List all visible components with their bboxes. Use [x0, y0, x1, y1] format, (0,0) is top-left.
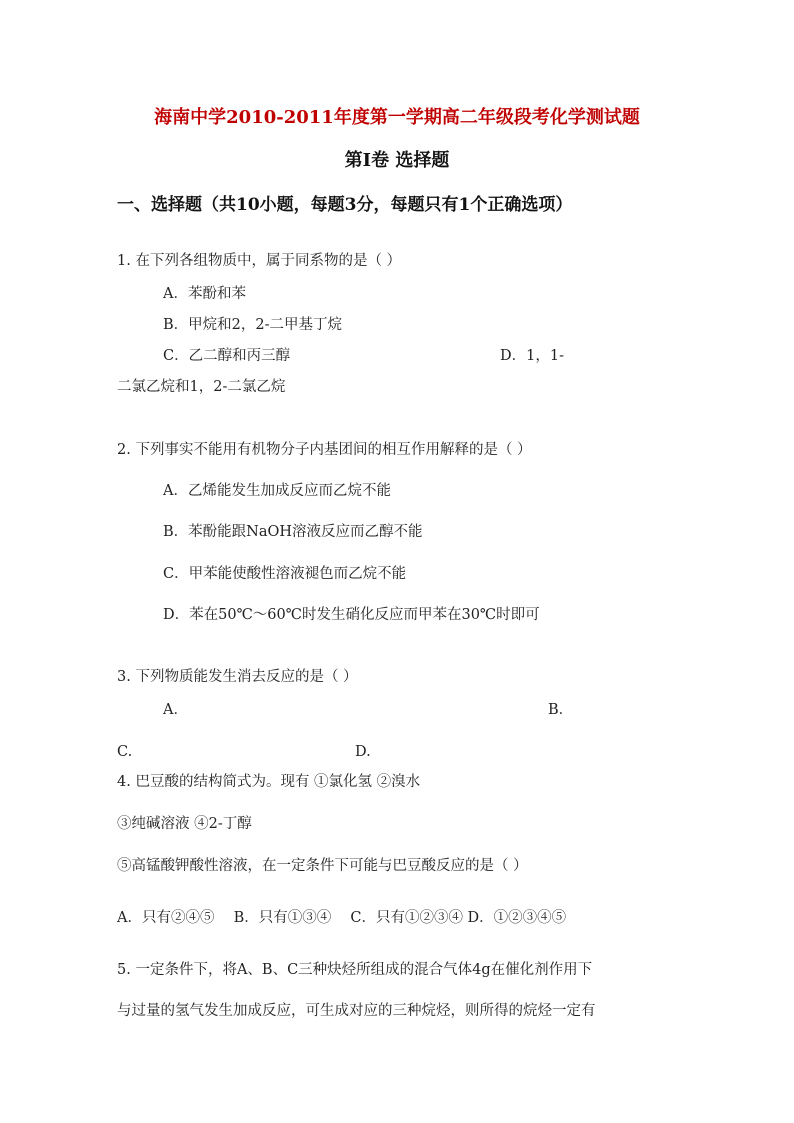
question-2-option-d: D．苯在50℃～60℃时发生硝化反应而甲苯在30℃时即可	[163, 607, 540, 623]
question-1-option-b: B．甲烷和2，2-二甲基丁烷	[163, 317, 343, 333]
question-3-option-a: A．	[163, 702, 188, 718]
question-2-stem: 2. 下列事实不能用有机物分子内基团间的相互作用解释的是（ ）	[117, 442, 532, 458]
question-2-option-c: C．甲苯能使酸性溶液褪色而乙烷不能	[163, 566, 407, 582]
question-5-stem-line-1: 5. 一定条件下，将A、B、C三种炔烃所组成的混合气体4g在催化剂作用下	[117, 962, 593, 978]
question-3-option-c: C.	[117, 744, 133, 760]
part-heading: 第I卷 选择题	[344, 150, 450, 171]
question-3-option-b: B．	[548, 702, 574, 718]
question-1-option-d-continued: 二氯乙烷和1，2-二氯乙烷	[117, 379, 286, 395]
question-4-stem-line-1: 4. 巴豆酸的结构简式为。现有 ①氯化氢 ②溴水	[117, 774, 421, 790]
question-2-option-b: B．苯酚能跟NaOH溶液反应而乙醇不能	[163, 524, 423, 540]
question-1-option-c: C．乙二醇和丙三醇	[163, 348, 291, 364]
question-2-option-a: A．乙烯能发生加成反应而乙烷不能	[163, 483, 391, 499]
question-5-stem-line-2: 与过量的氢气发生加成反应，可生成对应的三种烷烃，则所得的烷烃一定有	[117, 1003, 596, 1019]
question-1-stem: 1. 在下列各组物质中，属于同系物的是（ ）	[117, 253, 402, 269]
question-4-options: A．只有②④⑤ B．只有①③④ C．只有①②③④ D．①②③④⑤	[117, 910, 567, 926]
question-3-option-d: D.	[355, 744, 371, 760]
question-4-stem-line-3: ⑤高锰酸钾酸性溶液，在一定条件下可能与巴豆酸反应的是（ ）	[117, 858, 528, 874]
question-4-stem-line-2: ③纯碱溶液 ④2-丁醇	[117, 816, 252, 832]
page-title: 海南中学2010-2011年度第一学期高二年级段考化学测试题	[154, 107, 640, 128]
question-1-option-a: A．苯酚和苯	[163, 286, 246, 302]
question-3-stem: 3. 下列物质能发生消去反应的是（ ）	[117, 669, 358, 685]
section-heading: 一、选择题（共10小题，每题3分，每题只有1个正确选项）	[117, 195, 573, 215]
question-1-option-d: D．1，1-	[500, 348, 564, 364]
